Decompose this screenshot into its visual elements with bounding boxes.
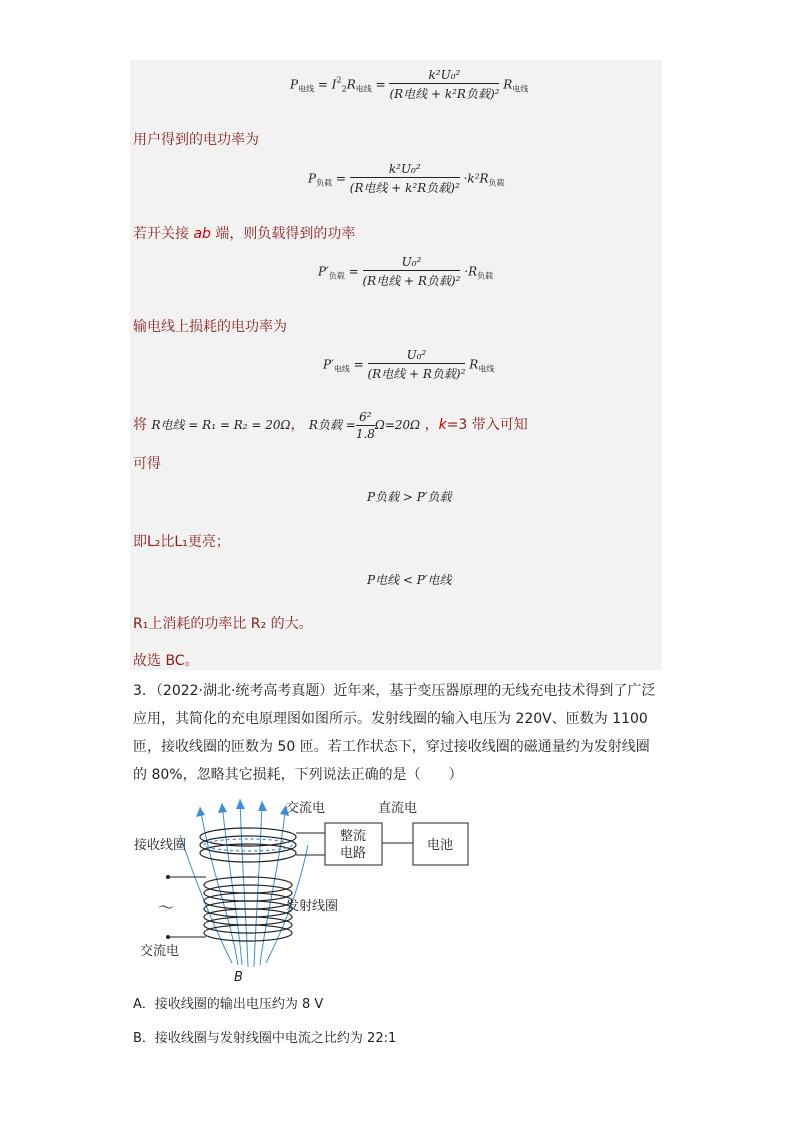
transmitter-coil-label: 发射线圈 bbox=[286, 899, 339, 914]
solution-text-3: 输电线上损耗的电功率为 bbox=[133, 319, 287, 335]
question-3-stem: 3．（2022·湖北·统考高考真题）近年来，基于变压器原理的无线充电技术得到了广泛应用，其简化的充电原理图如图所示。发射线圈的输入电压为 220V、匝数为 1100 匝，接收线圈的匝数为 50 匝。若工作状态下，穿过接收线圈的磁通量约为发射线圈的 80%，忽略其它损耗，下列说法正确的是（ ） bbox=[133, 683, 656, 783]
b-field-label: B bbox=[234, 970, 243, 985]
option-b: B．接收线圈与发射线圈中电流之比约为 22:1 bbox=[133, 1031, 397, 1046]
solution-text-4: 将 R电线 = R₁ = R₂ = 20Ω， R负载 = $\frac{\text{6²}}{1.8}$ Ω=20Ω ，k=3 带入可知 bbox=[133, 410, 528, 441]
receiver-coil bbox=[200, 828, 296, 862]
receiver-coil-label: 接收线圈 bbox=[134, 838, 187, 853]
rectifier-label-1: 整流 bbox=[340, 829, 367, 844]
solution-text-6: 即L₂比L₁更亮； bbox=[133, 534, 230, 550]
equation-line-loss-ab: $P'_{电线}$ = $\frac{\text{U₀²}}{\text{(R电线 + R负载)²}}$ $R_{电线}$ bbox=[323, 348, 495, 381]
equation-user-power: $P_{负载}$ = $\frac{\text{k²U₀²}}{\text{(R电线 + k²R负载)²}}$ $\cdot k^2R_{负载}$ bbox=[308, 162, 505, 195]
solution-text-1: 用户得到的电功率为 bbox=[133, 132, 259, 148]
solution-text-2: 若开关接 ab 端，则负载得到的功率 bbox=[133, 226, 356, 242]
equation-load-power-ab: $P'_{负载}$ = $\frac{\text{U₀²}}{\text{(R电线 + R负载)²}}$ $\cdot R_{负载}$ bbox=[318, 255, 494, 288]
equation-compare-load: P负载 > P′负载 bbox=[367, 490, 452, 504]
option-a: A．接收线圈的输出电压约为 8 V bbox=[133, 997, 324, 1012]
solution-text-5: 可得 bbox=[133, 456, 161, 472]
ac-bottom-label: 交流电 bbox=[140, 944, 180, 959]
ac-top-label: 交流电 bbox=[286, 801, 326, 816]
solution-text-7: R₁上消耗的功率比 R₂ 的大。 bbox=[133, 616, 313, 632]
ac-symbol: ～ bbox=[158, 898, 175, 917]
battery-label: 电池 bbox=[427, 838, 454, 853]
dc-label: 直流电 bbox=[378, 801, 418, 816]
rectifier-label-2: 电路 bbox=[340, 846, 367, 861]
magnetic-field-lines bbox=[180, 799, 308, 967]
equation-compare-line: P电线 < P′电线 bbox=[367, 573, 452, 587]
wireless-charging-figure bbox=[130, 795, 490, 985]
field-arrows bbox=[196, 799, 289, 817]
solution-answer: 故选 BC。 bbox=[133, 653, 199, 669]
equation-line-loss: $P_{电线} = I^2_2R_{电线}$ = $\frac{\text{k²U₀²}}{\text{(R电线 + k²R负载)²}}$ $R_{电线}$ bbox=[290, 68, 529, 101]
